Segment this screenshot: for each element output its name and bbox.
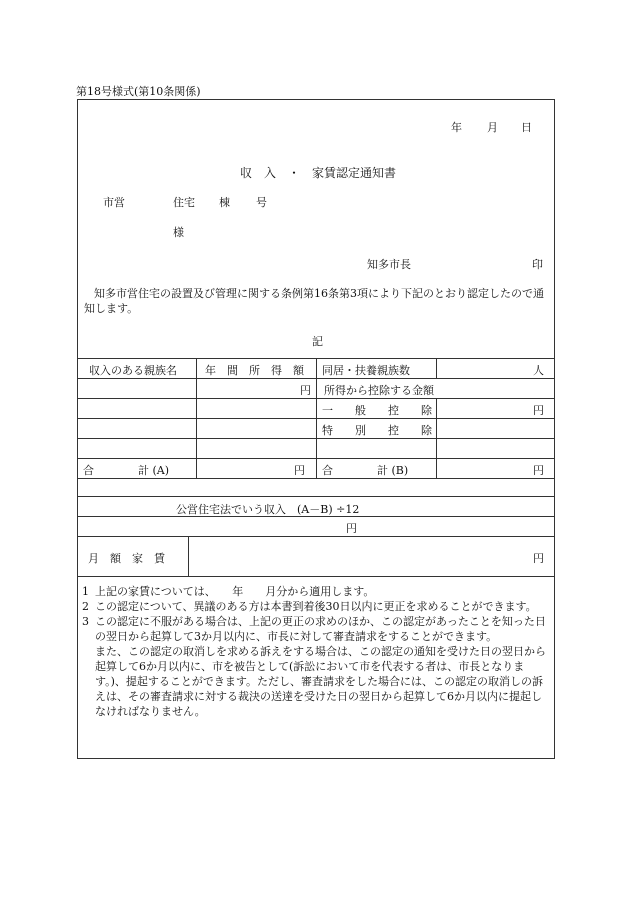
unit-yen: 円 xyxy=(346,522,357,535)
note-text: 上記の家賃については、 年 月分から適用します。 xyxy=(95,585,375,598)
unit-yen: 円 xyxy=(294,464,305,477)
note-number: 3 xyxy=(82,615,89,628)
deduction-header: 所得から控除する金額 xyxy=(324,384,434,397)
unit-yen: 円 xyxy=(533,552,544,565)
table-line xyxy=(436,358,437,378)
recipient-suffix: 様 xyxy=(173,226,184,239)
table-line xyxy=(77,576,555,577)
note-text: この認定に不服がある場合は、上記の更正の求めのほか、この認定があったことを知った日の翌日から起算して3か月以内に、市長に対して審査請求をすることができます。 xyxy=(95,615,546,643)
note-text: この認定について、異議のある方は本書到着後30日以内に更正を求めることができます。 xyxy=(95,600,537,613)
table-line xyxy=(196,358,197,478)
date-day-label: 日 xyxy=(521,121,532,134)
table-line xyxy=(77,536,555,537)
total-b-label: 合 計 (B) xyxy=(322,464,409,477)
address-housing: 住宅 xyxy=(173,196,195,209)
note-number: 1 xyxy=(82,585,89,598)
table-line xyxy=(77,496,555,497)
table-line xyxy=(436,398,437,478)
public-housing-income-label: 公営住宅法でいう収入 (A－B) ÷12 xyxy=(176,503,360,516)
col-header-income: 年 間 所 得 額 xyxy=(205,364,304,377)
date-month-label: 月 xyxy=(487,121,498,134)
ki-label: 記 xyxy=(312,335,323,348)
special-deduction-label: 特 別 控 除 xyxy=(322,424,432,437)
unit-yen: 円 xyxy=(533,464,544,477)
document-title: 収 入 ・ 家賃認定通知書 xyxy=(240,166,397,180)
unit-yen: 円 xyxy=(533,404,544,417)
total-a-label: 合 計 (A) xyxy=(83,464,170,477)
general-deduction-label: 一 般 控 除 xyxy=(322,404,432,417)
unit-person: 人 xyxy=(533,364,544,377)
seal-mark: 印 xyxy=(532,258,543,271)
table-line xyxy=(77,478,555,479)
notes-section xyxy=(82,584,552,719)
table-line xyxy=(188,536,189,576)
date-year-label: 年 xyxy=(451,121,462,134)
note-item xyxy=(82,599,552,614)
note-continuation: また、この認定の取消しを求める訴えをする場合は、この認定の通知を受けた日の翌日から起算して6か月以内に、市を被告として(訴訟において市を代表する者は、市長となります。)、提起することができます。ただし、審査請求をした場合には、この認定の取消しの訴えは、その審査請求に対する裁決の送達を受けた日の翌日から起算して6か月以内に提起しなければなりません。 xyxy=(95,645,546,718)
note-item xyxy=(82,584,552,599)
table-line xyxy=(316,358,317,478)
issuer-name: 知多市長 xyxy=(367,258,411,271)
col-header-member: 収入のある親族名 xyxy=(89,364,177,377)
unit-yen: 円 xyxy=(300,384,311,397)
address-city-housing: 市営 xyxy=(103,196,125,209)
note-item xyxy=(82,614,552,644)
form-number-label: 第18号様式(第10条関係) xyxy=(76,85,201,98)
address-room: 号 xyxy=(256,196,267,209)
address-building: 棟 xyxy=(219,196,230,209)
monthly-rent-label: 月 額 家 賃 xyxy=(88,552,165,565)
col-header-dependents: 同居・扶養親族数 xyxy=(322,364,410,377)
notice-body-text: 知多市営住宅の設置及び管理に関する条例第16条第3項により下記のとおり認定したので通知します。 xyxy=(84,287,544,315)
note-number: 2 xyxy=(82,600,89,613)
